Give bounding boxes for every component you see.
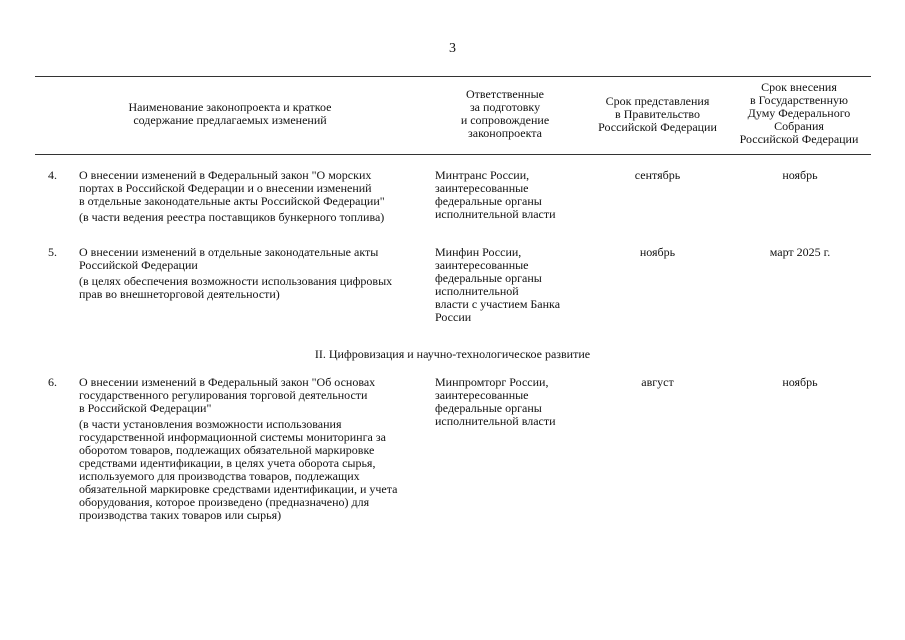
- bill-title-cell: О внесении изменений в Федеральный закон "Об основах государственного регулирования торговой деятельности в Российской Федерации" (в части установления возможности использования государственной информационной системы мониторинга за оборотом товаров, подлежащих обязательной маркировке средствами идентификации, в целях учета оборота сырья, используемого для производства товаров, подлежащих обязательной маркировке средствами идентификации, и учета оборудования, которое произведено (предназначено) для производства таких товаров или сырья): [79, 376, 434, 522]
- bill-note: (в целях обеспечения возможности использования цифровых: [79, 274, 393, 288]
- table-top-rule: [35, 76, 871, 77]
- header-duma-deadline: Срок внесения в Государственную Думу Федерального Собрания Российской Федерации: [739, 80, 859, 146]
- header-bottom-rule: [35, 154, 871, 155]
- row-number: 4.: [48, 168, 57, 182]
- row-number: 5.: [48, 245, 57, 259]
- section-heading: II. Цифровизация и научно-технологическое развитие: [314, 347, 591, 361]
- government-deadline-cell: сентябрь: [634, 168, 681, 182]
- government-deadline-cell: ноябрь: [639, 245, 676, 259]
- duma-deadline-cell: март 2025 г.: [769, 245, 831, 259]
- header-responsible: Ответственные за подготовку и сопровождение законопроекта: [460, 87, 550, 140]
- bill-note: (в части установления возможности использования: [79, 417, 342, 431]
- header-bill-name: Наименование законопроекта и краткое содержание предлагаемых изменений: [128, 100, 332, 127]
- responsible-cell: Минфин России, заинтересованные федеральные органы исполнительной власти с участием Банка России: [435, 245, 561, 324]
- duma-deadline-cell: ноябрь: [782, 168, 818, 182]
- page-number: 3: [449, 41, 456, 56]
- bill-note: (в части ведения реестра поставщиков бункерного топлива): [79, 210, 385, 224]
- duma-deadline-cell: ноябрь: [782, 375, 818, 389]
- header-government-deadline: Срок представления в Правительство Российской Федерации: [598, 94, 717, 134]
- bill-title-cell: О внесении изменений в отдельные законодательные акты Российской Федерации (в целях обеспечения возможности использования цифровых прав во внешнеторговой деятельности): [79, 246, 429, 301]
- responsible-cell: Минтранс России, заинтересованные федеральные органы исполнительной власти: [435, 168, 556, 221]
- row-number: 6.: [48, 375, 57, 389]
- bill-title-cell: О внесении изменений в Федеральный закон "О морских портах в Российской Федерации и о внесении изменений в отдельные законодательные акты Российской Федерации" (в части ведения реестра поставщиков бункерного топлива): [79, 169, 429, 224]
- government-deadline-cell: август: [641, 375, 674, 389]
- responsible-cell: Минпромторг России, заинтересованные федеральные органы исполнительной власти: [435, 375, 556, 428]
